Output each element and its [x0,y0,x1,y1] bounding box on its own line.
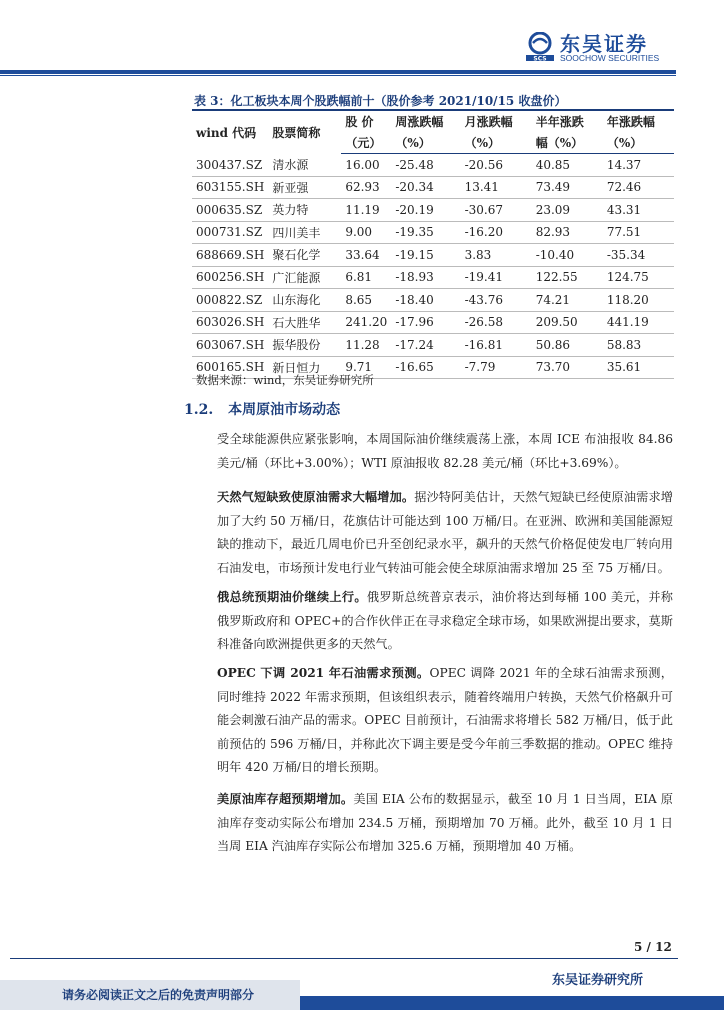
table-cell: 43.31 [603,199,674,222]
header-cell: （元） [341,131,391,154]
table-cell: -20.19 [391,199,460,222]
table-cell: 11.19 [341,199,391,222]
table-row [192,334,674,357]
header-cell: 股 价 [345,114,374,129]
table-row [192,199,674,222]
paragraph-text: 俄罗斯总统普京表示，油价将达到每桶 100 美元，并称俄罗斯政府和 OPEC+的合作伙伴正在寻求稳定全球市场，如果欧洲提出要求，莫斯科准备向欧洲提供更多的天然气。 [217,590,673,652]
table-cell: -7.79 [461,356,532,379]
table-cell: 209.50 [532,311,603,334]
paragraph [217,662,673,780]
table-cell: 9.00 [341,221,391,244]
table-cell: -30.67 [461,199,532,222]
header-rule-thin [0,75,676,76]
section-number: 1.2. [184,402,214,418]
table-cell: 8.65 [341,289,391,312]
table-cell: 6.81 [341,266,391,289]
header-cell: 股票简称 [272,125,321,140]
table-cell: -19.35 [391,221,460,244]
header-cell: 半年涨跌 [535,114,584,129]
header-cell: （%） [461,131,532,154]
table-cell: 振华股份 [268,334,341,357]
table-cell: 82.93 [532,221,603,244]
table-cell: 聚石化学 [268,244,341,267]
table-cell: -25.48 [391,154,460,177]
disclaimer-text: 请务必阅读正文之后的免责声明部分 [62,988,255,1002]
table-cell: 23.09 [532,199,603,222]
table-cell: 35.61 [603,356,674,379]
paragraph-lead: OPEC 下调 2021 年石油需求预测。 [217,666,430,680]
paragraph-lead: 美原油库存超预期增加。 [217,792,354,806]
paragraph-lead: 天然气短缺致使原油需求大幅增加。 [217,490,415,504]
table-cell: -19.41 [461,266,532,289]
table-cell: 74.21 [532,289,603,312]
table-cell: 山东海化 [268,289,341,312]
stock-decline-table [192,111,674,379]
table-row [192,311,674,334]
paragraph-text: OPEC 调降 2021 年的全球石油需求预测，同时维持 2022 年需求预期，但该组织表示，随着终端用户转换，天然气价格飙升可能会刺激石油产品的需求。OPEC 目前预计，石油需求将增长 582 万桶/日，低于此前预估的 596 万桶/日，并称此次下调主要是受今年前三季数据的推动。OPEC 维持明年 420 万桶/日的增长预期。 [217,666,673,775]
table-cell: 600165.SH [192,356,268,379]
paragraph-text: 美国 EIA 公布的数据显示，截至 10 月 1 日当周，EIA 原油库存变动实际公布增加 234.5 万桶，预期增加 70 万桶。此外，截至 10 月 1 日当周 EIA 汽油库存实际公布增加 325.6 万桶，预期增加 40 万桶。 [217,792,673,854]
table-cell: 英力特 [268,199,341,222]
table-cell: -16.81 [461,334,532,357]
section-title: 本周原油市场动态 [228,402,341,418]
svg-text:SCS: SCS [533,55,547,62]
paragraph [217,428,673,475]
paragraph-text: 据沙特阿美估计，天然气短缺已经使原油需求增加了大约 50 万桶/日，花旗估计可能达到 100 万桶/日。在亚洲、欧洲和美国能源短缺的推动下，最近几周电价已升至创纪录水平，飙升的天然气价格促使发电厂转向用石油发电，市场预计发电行业气转油可能会使全球原油需求增加 25 至 75 万桶/日。 [217,490,673,575]
logo-english-name: SOOCHOW SECURITIES [560,53,660,63]
footer-bar [300,996,724,1010]
table-cell: -17.24 [391,334,460,357]
table-cell: 新亚强 [268,176,341,199]
table-cell: 14.37 [603,154,674,177]
table-row [192,244,674,267]
table-cell: -18.40 [391,289,460,312]
table-cell: -26.58 [461,311,532,334]
table-cell: 3.83 [461,244,532,267]
paragraph [217,586,673,657]
paragraph-text: 受全球能源供应紧张影响，本周国际油价继续震荡上涨，本周 ICE 布油报收 84.86 美元/桶（环比+3.00%）；WTI 原油报收 82.28 美元/桶（环比+3.69%）。 [217,432,673,470]
table-cell: -20.34 [391,176,460,199]
table-cell: -10.40 [532,244,603,267]
company-logo [524,30,674,66]
table-cell: 603155.SH [192,176,268,199]
table-cell: -16.65 [391,356,460,379]
table-header-row [192,111,674,131]
table-source-note: 数据来源：wind，东吴证券研究所 [196,373,374,387]
table-cell: 118.20 [603,289,674,312]
table-cell: 000731.SZ [192,221,268,244]
table-row [192,266,674,289]
table-cell: 603026.SH [192,311,268,334]
table-row [192,154,674,177]
table-caption: 表 3：化工板块本周个股跌幅前十（股价参考 2021/10/15 收盘价） [194,94,567,108]
paragraph-lead: 俄总统预期油价继续上行。 [217,590,367,604]
table-cell: -17.96 [391,311,460,334]
table-cell: 9.71 [341,356,391,379]
table-cell: 241.20 [341,311,391,334]
section-heading [184,399,340,419]
table-cell: 16.00 [341,154,391,177]
table-row [192,221,674,244]
table-cell: 四川美丰 [268,221,341,244]
table-cell: 441.19 [603,311,674,334]
table-cell: 300437.SZ [192,154,268,177]
table-cell: 13.41 [461,176,532,199]
table-cell: 000822.SZ [192,289,268,312]
table-cell: 603067.SH [192,334,268,357]
paragraph [217,486,673,580]
table-cell: -18.93 [391,266,460,289]
table-cell: 广汇能源 [268,266,341,289]
table-cell: 77.51 [603,221,674,244]
header-cell: 月涨跌幅 [464,114,513,129]
table-cell: -19.15 [391,244,460,267]
table-cell: 石大胜华 [268,311,341,334]
table-row [192,289,674,312]
table-cell: -35.34 [603,244,674,267]
table-cell: 新日恒力 [268,356,341,379]
table-cell: 124.75 [603,266,674,289]
table-cell: 72.46 [603,176,674,199]
table-cell: 73.70 [532,356,603,379]
header-cell: （%） [391,131,460,154]
footer-organization: 东吴证券研究所 [552,973,644,988]
logo-chinese-name: 东吴证券 [560,32,648,56]
paragraph [217,788,673,859]
table-cell: 50.86 [532,334,603,357]
table-cell: 73.49 [532,176,603,199]
table-row [192,176,674,199]
table-cell: 600256.SH [192,266,268,289]
header-cell: 周涨跌幅 [395,114,444,129]
header-rule [0,70,676,74]
table-cell: -20.56 [461,154,532,177]
table-cell: 58.83 [603,334,674,357]
header-cell: wind 代码 [196,125,257,140]
logo-mark-icon [524,32,556,62]
table-cell: 清水源 [268,154,341,177]
table-cell: 122.55 [532,266,603,289]
table-cell: 000635.SZ [192,199,268,222]
table-cell: 62.93 [341,176,391,199]
table-cell: -43.76 [461,289,532,312]
footer-rule [10,958,678,959]
table-cell: 33.64 [341,244,391,267]
header-cell: 幅（%） [532,131,603,154]
page-number: 5 / 12 [634,940,672,954]
table-cell: 688669.SH [192,244,268,267]
header-cell: （%） [603,131,674,154]
table-cell: 11.28 [341,334,391,357]
table-cell: 40.85 [532,154,603,177]
table-cell: -16.20 [461,221,532,244]
header-cell: 年涨跌幅 [606,114,655,129]
